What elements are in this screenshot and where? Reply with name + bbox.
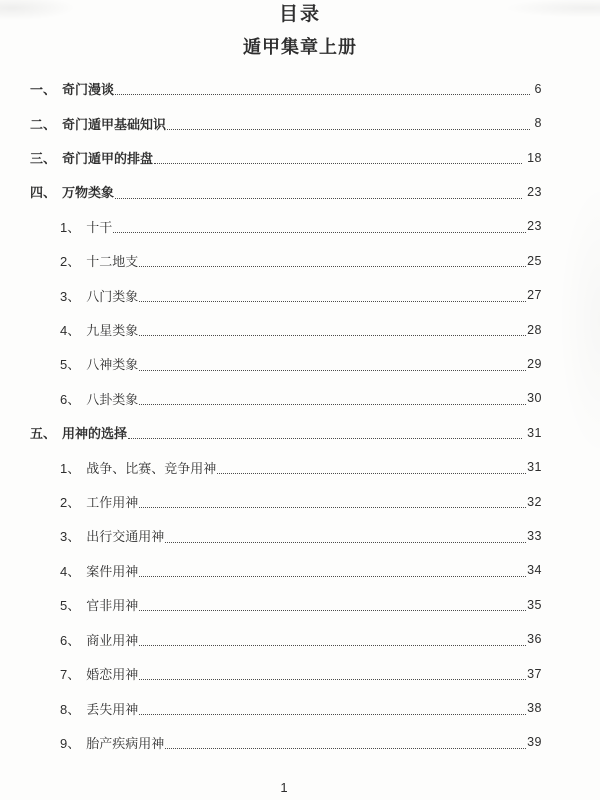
toc-entry-label: 婚恋用神 [86, 667, 139, 683]
toc-entry-label: 战争、比赛、竞争用神 [86, 460, 217, 476]
dot-leader [139, 288, 526, 301]
toc-entry [30, 725, 542, 759]
toc-entry-page: 23 [527, 219, 542, 234]
toc-entry [30, 656, 542, 690]
dot-leader [115, 185, 522, 198]
toc-entry-label: 案件用神 [86, 563, 139, 579]
toc-entry-number: 2、 [60, 495, 81, 511]
dot-leader [154, 151, 522, 164]
dot-leader [139, 667, 526, 680]
toc-entry-page: 31 [527, 460, 542, 475]
toc-entry-label: 官非用神 [86, 598, 139, 614]
toc-entry [30, 381, 542, 415]
toc-entry-page: 37 [527, 666, 542, 681]
toc-entry-number: 1、 [60, 219, 81, 235]
toc-entry-page: 36 [527, 632, 542, 647]
toc-entry-page: 23 [527, 184, 542, 199]
dot-leader [139, 564, 526, 577]
toc-entry-page: 30 [527, 391, 542, 406]
toc-entry-label: 九星类象 [86, 323, 139, 339]
toc-entry-number: 5、 [60, 598, 81, 614]
dot-leader [139, 633, 526, 646]
toc-entry [30, 691, 542, 725]
toc-entry-number: 4、 [60, 563, 81, 579]
toc-entry-label: 八门类象 [86, 288, 139, 304]
toc-entry [30, 450, 542, 484]
book-title: 遁甲集章上册 [243, 37, 357, 57]
toc-entry-label: 奇门遁甲基础知识 [62, 116, 167, 132]
toc-entry-number: 6、 [60, 632, 81, 648]
toc-entry [30, 347, 542, 381]
toc-entry [30, 519, 542, 553]
toc-entry-label: 万物类象 [62, 185, 115, 201]
toc-entry-label: 商业用神 [86, 632, 139, 648]
toc-entry [30, 588, 542, 622]
toc-entry-page: 28 [527, 322, 542, 337]
dot-leader [165, 736, 526, 749]
toc-entry-page: 39 [527, 735, 542, 750]
toc-entry [30, 553, 542, 587]
toc-entry-label: 用神的选择 [62, 426, 128, 442]
toc-entry-page: 29 [527, 356, 542, 371]
toc-entry-number: 4、 [60, 323, 81, 339]
dot-leader [139, 357, 526, 370]
toc-entry-page: 6 [534, 81, 542, 96]
toc-entry [30, 72, 542, 106]
dot-leader [139, 323, 526, 336]
footer-page-number: 1 [280, 780, 288, 795]
toc-entry-label: 奇门遁甲的排盘 [62, 151, 154, 167]
toc-entry [30, 312, 542, 346]
dot-leader [139, 392, 526, 405]
toc-entry-number: 2、 [60, 254, 81, 270]
dot-leader [139, 254, 526, 267]
toc-entry [30, 106, 542, 140]
toc-entry-label: 工作用神 [86, 495, 139, 511]
toc-entry [30, 140, 542, 174]
toc-list [30, 72, 542, 760]
toc-entry [30, 622, 542, 656]
dot-leader [128, 426, 522, 439]
toc-entry-label: 十干 [86, 219, 113, 235]
toc-entry-label: 出行交通用神 [86, 529, 165, 545]
toc-entry-number: 3、 [60, 288, 81, 304]
dot-leader [139, 701, 526, 714]
toc-entry-label: 十二地支 [86, 254, 139, 270]
toc-entry-label: 八卦类象 [86, 391, 139, 407]
toc-entry-number: 8、 [60, 701, 81, 717]
dot-leader [113, 220, 526, 233]
toc-entry-page: 8 [534, 116, 542, 131]
toc-entry-number: 1、 [60, 460, 81, 476]
toc-entry [30, 175, 542, 209]
toc-entry-page: 35 [527, 597, 542, 612]
toc-entry-page: 34 [527, 563, 542, 578]
toc-entry-label: 八神类象 [86, 357, 139, 373]
toc-entry [30, 209, 542, 243]
dot-leader [115, 82, 530, 95]
toc-entry-number: 五、 [30, 426, 57, 442]
dot-leader [217, 461, 526, 474]
toc-entry-number: 9、 [60, 735, 81, 751]
toc-entry-number: 3、 [60, 529, 81, 545]
toc-entry-page: 38 [527, 701, 542, 716]
dot-leader [165, 529, 526, 542]
toc-entry-number: 7、 [60, 667, 81, 683]
toc-entry-number: 5、 [60, 357, 81, 373]
toc-entry-number: 一、 [30, 82, 57, 98]
dot-leader [167, 116, 530, 129]
toc-entry-page: 32 [527, 494, 542, 509]
toc-entry-page: 31 [527, 425, 542, 440]
toc-entry-number: 6、 [60, 391, 81, 407]
toc-entry [30, 416, 542, 450]
page-title: 目录 [278, 4, 321, 25]
toc-entry-label: 丢失用神 [86, 701, 139, 717]
toc-entry-label: 胎产疾病用神 [86, 735, 165, 751]
toc-entry [30, 278, 542, 312]
toc-entry-number: 三、 [30, 151, 57, 167]
toc-entry-page: 27 [527, 288, 542, 303]
dot-leader [139, 598, 526, 611]
toc-entry [30, 244, 542, 278]
dot-leader [139, 495, 526, 508]
toc-entry-page: 18 [527, 150, 542, 165]
toc-entry-page: 25 [527, 253, 542, 268]
toc-entry-label: 奇门漫谈 [62, 82, 115, 98]
toc-entry [30, 484, 542, 518]
toc-entry-page: 33 [527, 528, 542, 543]
toc-entry-number: 二、 [30, 116, 57, 132]
toc-entry-number: 四、 [30, 185, 57, 201]
